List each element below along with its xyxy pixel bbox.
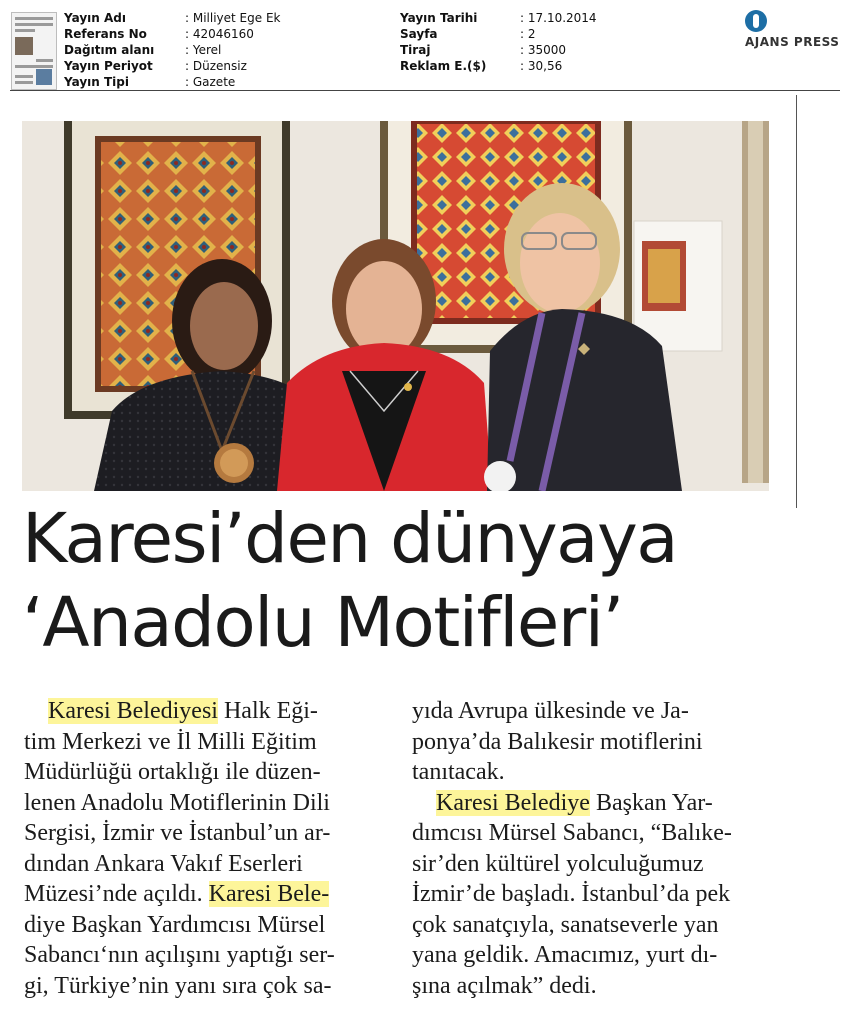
highlighted-term: Karesi Belediyesi [48,698,218,724]
ajans-press-logo [745,10,840,50]
field-label: Yayın Tarihi [400,11,478,25]
text-line: çok sanatçıyla, sanatseverle yan [412,911,719,938]
article-photo [22,121,769,491]
field-value: : Gazete [185,75,236,89]
article-column-left [24,696,384,1001]
text-line: yıda Avrupa ülkesinde ve Ja- [412,698,689,724]
newspaper-thumbnail [11,12,57,90]
text-line: dımcısı Mürsel Sabancı, “Balıke- [412,820,732,846]
text-line: sir’den kültürel yolculuğumuz [412,850,704,877]
highlighted-term: Karesi Belediye [436,789,590,816]
text-line: Sergisi, İzmir ve İstanbul’un ar- [24,820,331,846]
text-line: gi, Türkiye’nin yanı sıra çok sa- [24,972,332,999]
field-value: : 42046160 [185,27,254,41]
highlighted-term: Karesi Bele- [208,881,330,907]
field-value: : 35000 [520,43,567,57]
logo-text: AJANS PRESS [745,35,840,49]
text-line: Sabancı‘nın açılışını yaptığı ser- [24,942,335,968]
text-line: Karesi Belediye Başkan Yar- [436,789,713,816]
text-line: şına açılmak” dedi. [412,972,597,999]
field-value: : 2 [520,27,536,41]
text-line: diye Başkan Yardımcısı Mürsel [24,911,326,938]
field-label: Referans No [64,27,147,41]
text-line: İzmir’de başladı. İstanbul’da pek [412,881,731,907]
text-line: tim Merkezi ve İl Milli Eğitim [24,728,317,755]
article-headline [22,497,782,665]
field-label: Tiraj [400,43,431,57]
logo-mark-icon [745,10,767,32]
field-value: : Yerel [185,43,222,57]
field-label: Dağıtım alanı [64,43,155,57]
column-divider [796,95,797,508]
text-line: yana geldik. Amacımız, yurt dı- [412,942,718,968]
text-line: ponya’da Balıkesir motiflerini [412,728,703,755]
field-value: : Düzensiz [185,59,247,73]
text-line: Müdürlüğü ortaklığı ile düzen- [24,759,321,785]
field-label: Yayın Tipi [64,75,129,89]
article-column-right [412,696,782,1001]
field-value: : 30,56 [520,59,563,73]
field-label: Sayfa [400,27,438,41]
headline-line-2: ‘Anadolu Motifleri’ [22,583,623,663]
text-line: lenen Anadolu Motiflerinin Dili [24,789,330,816]
text-line: Müzesi’nde açıldı. Karesi Bele- [24,881,330,907]
publication-info-right [400,10,700,90]
text-line: dından Ankara Vakıf Eserleri [24,850,303,877]
field-label: Yayın Periyot [64,59,153,73]
field-label: Yayın Adı [64,11,126,25]
field-value: : Milliyet Ege Ek [185,11,281,25]
publication-info-left [64,10,384,90]
headline-line-1: Karesi’den dünyaya [22,499,678,579]
text-line: Karesi Belediyesi Halk Eği- [48,698,318,724]
field-label: Reklam E.($) [400,59,487,73]
text-line: tanıtacak. [412,759,505,785]
field-value: : 17.10.2014 [520,11,597,25]
header-divider [10,90,840,91]
